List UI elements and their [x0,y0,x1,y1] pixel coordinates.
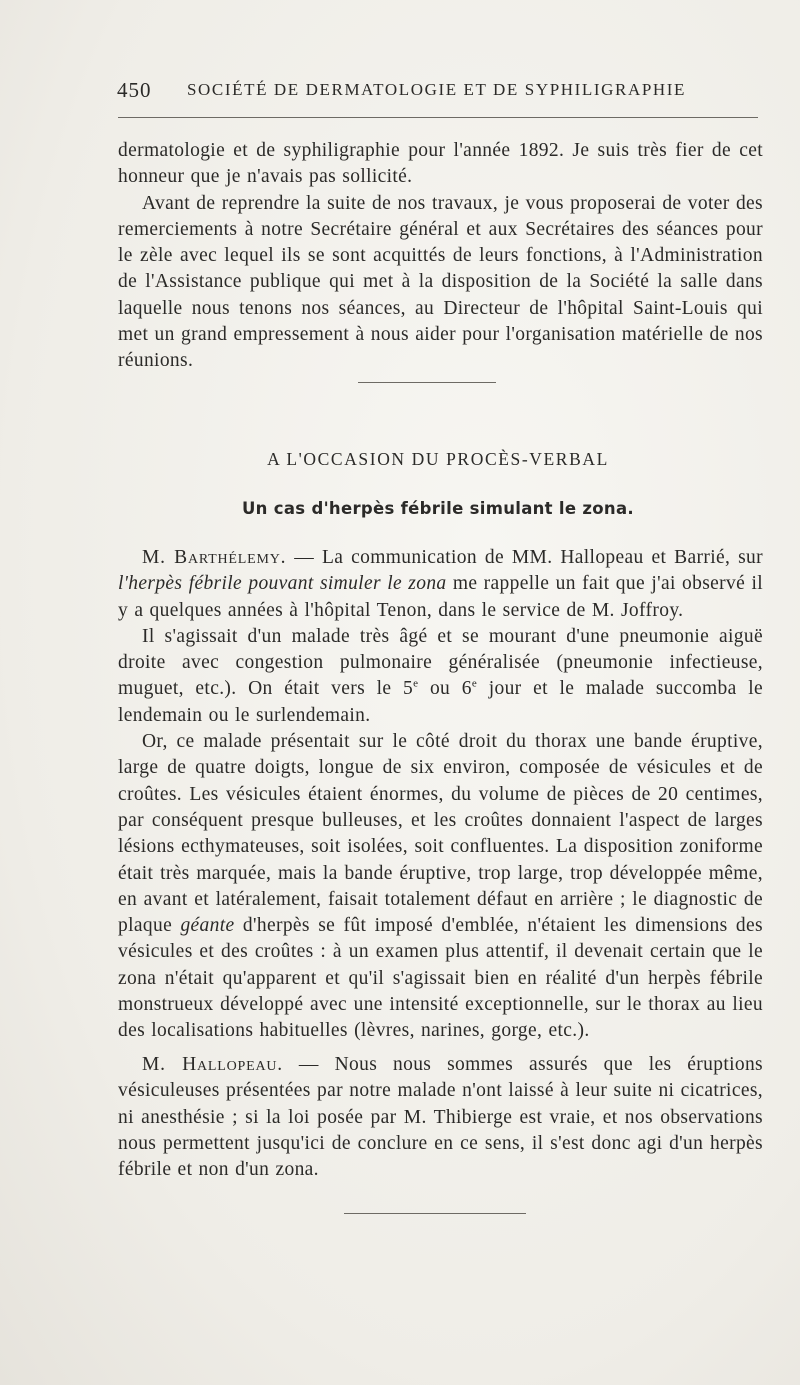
intro-block [118,138,763,375]
section-divider [358,382,496,383]
barthelemy-text-1: — La communication de MM. Hallopeau et Barrié, sur [286,547,764,568]
superscript-e: e [413,677,419,690]
barthelemy-paragraph-1 [118,545,763,624]
barthelemy-p3-part-b: d'herpès se fût imposé d'emblée, n'étaient les dimensions des vésicules et des croûtes : à un examen plus attentif, il devenait certain que le zona n'était qu'apparent et qu'il s'agissait bien en réalité d'un herpès fébrile monstrueux développé avec une intensité exceptionnelle, sur le thorax au lieu des localisations habituelles (lèvres, narines, gorge, etc.). [118,915,763,1042]
header-rule [118,117,758,118]
speaker-hallopeau: M. Hallopeau. [142,1054,283,1075]
speaker-barthelemy: M. Barthélemy. [142,547,287,568]
barthelemy-block [118,545,763,1045]
hallopeau-text: — Nous nous sommes assurés que les éruptions vésiculeuses présentées par notre malade n'ont laissé à leur suite ni cicatrices, ni anesthésie ; si la loi posée par M. Thibierge est vraie, et nos observations nous permettent jusqu'ici de conclure en ce sens, il s'est donc agi d'un herpès fébrile et non d'un zona. [118,1054,763,1181]
section-heading: A L'OCCASION DU PROCÈS-VERBAL [267,449,609,469]
barthelemy-italic-title: l'herpès fébrile pouvant simuler le zona [118,573,447,595]
page-number: 450 [117,78,152,102]
barthelemy-paragraph-3 [118,729,763,1045]
barthelemy-p2-part-c: jour et le malade succomba le lendemain ou le surlendemain. [118,678,764,726]
barthelemy-p2-part-b: ou 6 [418,678,472,700]
barthelemy-text-2: me rappelle un fait que j'ai observé il y a quelques années à l'hôpital Tenon, dans le service de M. Joffroy. [118,573,763,621]
superscript-e: e [471,677,478,690]
intro-paragraph-2: Avant de reprendre la suite de nos travaux, je vous proposerai de voter des remerciements à notre Secrétaire général et aux Secrétaires des séances pour le zèle avec lequel ils se sont acquittés de leurs fonctions, à l'Administration de l'Assistance publique qui met à la disposition de la Société la salle dans laquelle nous tenons nos séances, au Directeur de l'hôpital Saint-Louis qui met un grand empressement à nous aider pour l'organisation matérielle de nos réunions. [118,192,763,372]
end-divider [344,1213,526,1214]
barthelemy-p3-part-a: Or, ce malade présentait sur le côté droit du thorax une bande éruptive, large de quatre doigts, longue de six environ, composée de vésicules et de croûtes. Les vésicules étaient énormes, du volume de pièces de 20 centimes, par conséquent presque bulleuses, et les croûtes donnaient l'aspect de larges lésions ecthymateuses, soit isolées, soit confluentes. La disposition zoniforme était très marquée, mais la bande éruptive, trop large, trop développée même, en avant et latéralement, faisait totalement défaut en arrière ; le diagnostic de plaque [118,731,763,937]
running-title: SOCIÉTÉ DE DERMATOLOGIE ET DE SYPHILIGRAPHIE [187,80,687,99]
barthelemy-p2-part-a: Il s'agissait d'un malade très âgé et se mourant d'une pneumonie aiguë droite avec congestion pulmonaire généralisée (pneumonie infectieuse, muguet, etc.). On était vers le 5 [118,625,763,700]
barthelemy-p3-italic: géante [180,915,235,937]
hallopeau-block [118,1052,763,1183]
article-title: Un cas d'herpès fébrile simulant le zona. [241,499,634,518]
hallopeau-paragraph [118,1052,763,1183]
intro-paragraph-1: dermatologie et de syphiligraphie pour l'année 1892. Je suis très fier de cet honneur que je n'avais pas sollicité. [118,140,763,188]
barthelemy-paragraph-2 [118,624,763,729]
